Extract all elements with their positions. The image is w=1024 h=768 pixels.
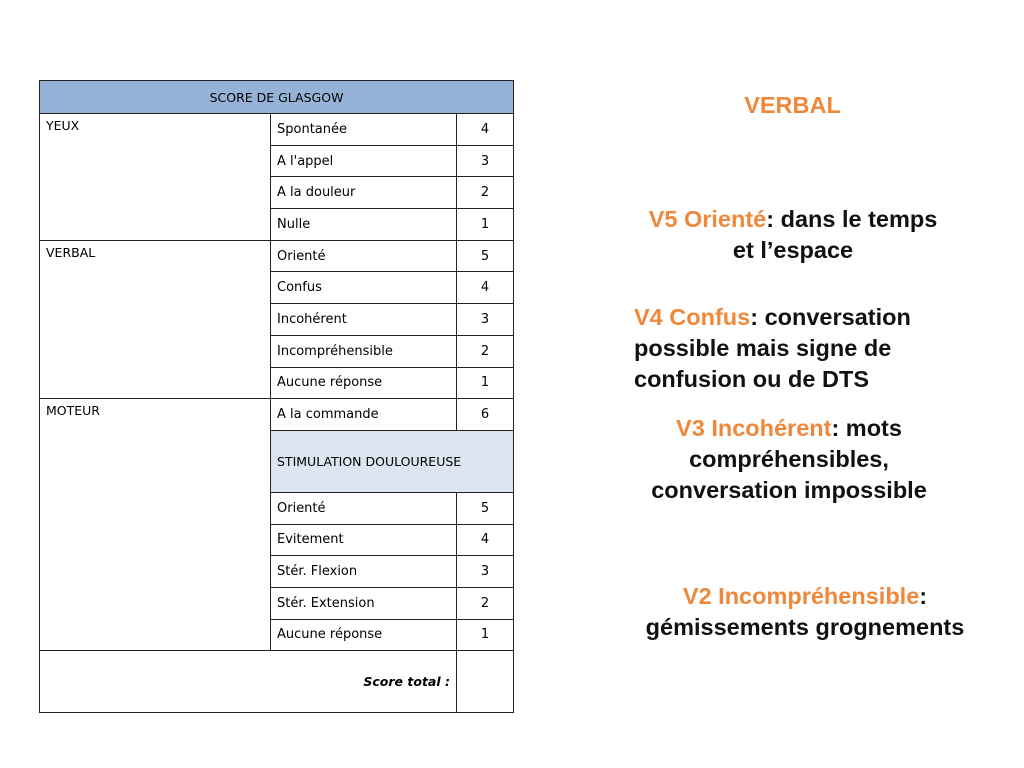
row-description: A l'appel xyxy=(271,145,457,177)
category-motor: MOTEUR xyxy=(40,399,271,651)
definition-term: V5 Orienté xyxy=(648,206,767,232)
row-score: 2 xyxy=(457,335,514,367)
row-score: 1 xyxy=(457,367,514,399)
row-description: Nulle xyxy=(271,209,457,241)
row-score: 3 xyxy=(457,145,514,177)
row-description: Stér. Flexion xyxy=(271,556,457,588)
definition-text: : mots compréhensibles, conversation impossible xyxy=(651,415,927,503)
category-eyes: YEUX xyxy=(40,114,271,241)
row-description: A la commande xyxy=(271,399,457,431)
definition-v2 xyxy=(640,581,970,643)
row-score: 4 xyxy=(457,524,514,556)
row-description: Stér. Extension xyxy=(271,587,457,619)
definition-text: : dans le temps et l’espace xyxy=(732,206,938,263)
row-description: Confus xyxy=(271,272,457,304)
row-score: 6 xyxy=(457,399,514,431)
row-score: 4 xyxy=(457,272,514,304)
table-header-row xyxy=(40,81,514,114)
row-score: 3 xyxy=(457,304,514,336)
row-description: Aucune réponse xyxy=(271,619,457,651)
definition-v5 xyxy=(640,204,946,266)
row-score: 2 xyxy=(457,587,514,619)
definition-v3 xyxy=(636,413,942,506)
category-verbal: VERBAL xyxy=(40,240,271,398)
definition-term: V4 Confus xyxy=(634,304,751,330)
row-description: Orienté xyxy=(271,240,457,272)
glasgow-score-table xyxy=(39,80,514,713)
row-score: 1 xyxy=(457,209,514,241)
row-description: Aucune réponse xyxy=(271,367,457,399)
row-description: Evitement xyxy=(271,524,457,556)
table-header: SCORE DE GLASGOW xyxy=(40,81,514,114)
row-score: 4 xyxy=(457,114,514,146)
row-description: A la douleur xyxy=(271,177,457,209)
row-score: 1 xyxy=(457,619,514,651)
definition-term: V3 Incohérent xyxy=(676,415,832,441)
total-label: Score total : xyxy=(40,651,457,713)
row-score: 3 xyxy=(457,556,514,588)
definition-text: : gémissements grognements xyxy=(645,583,965,640)
row-description: Incompréhensible xyxy=(271,335,457,367)
row-description: Orienté xyxy=(271,492,457,524)
row-score: 5 xyxy=(457,492,514,524)
row-score: 2 xyxy=(457,177,514,209)
row-description: Spontanée xyxy=(271,114,457,146)
total-row xyxy=(40,651,514,713)
row-score: 5 xyxy=(457,240,514,272)
row-description: Incohérent xyxy=(271,304,457,336)
definition-term: V2 Incompréhensible xyxy=(682,583,920,609)
total-value-cell xyxy=(457,651,514,713)
table-row xyxy=(40,240,514,272)
definition-text: : conversation possible mais signe de confusion ou de DTS xyxy=(634,304,911,392)
definition-v4 xyxy=(634,302,984,395)
table-row xyxy=(40,399,514,431)
stimulation-subheader: STIMULATION DOULOUREUSE xyxy=(271,430,514,492)
table-row xyxy=(40,114,514,146)
side-title: VERBAL xyxy=(744,92,841,118)
